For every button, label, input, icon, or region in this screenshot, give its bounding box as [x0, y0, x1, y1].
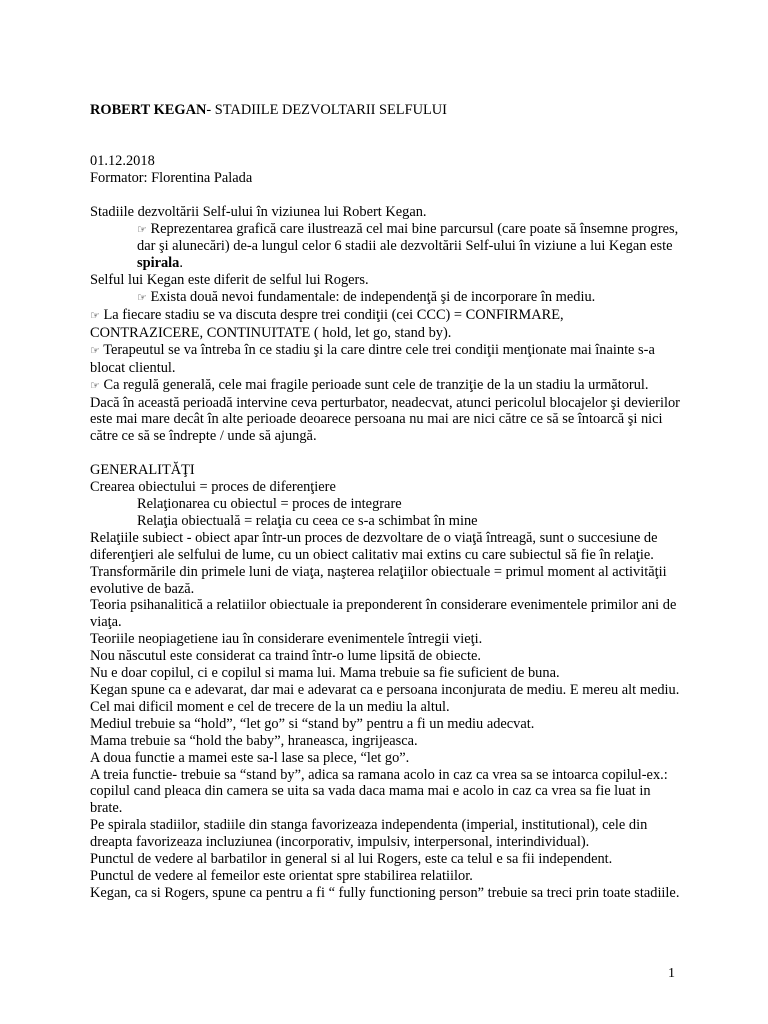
pointing-hand-icon: ☞ [137, 222, 147, 236]
page-number: 1 [668, 966, 675, 981]
paragraph: Nou născutul este considerat ca traind într-o lume lipsită de obiecte. [90, 648, 481, 665]
intro-rule: ☞ Ca regulă generală, cele mai fragile perioade sunt cele de tranziţie de la un stadiu la următorul. Dacă în această perioadă intervine ceva perturbator, neadecvat, atunci pericolul blocajelor şi devierilor este mai mare decât în alte perioade deoarece persoana nu mai are nici către ce să se întoarcă şi nici către ce să se îndrepte / unde să ajungă. [90, 376, 680, 445]
paragraph: A treia functie- trebuie sa “stand by”, adica sa ramana acolo in caz ca vrea sa se intoarca copilul-ex.: copilul cand pleaca din camera se uita sa vada daca mama mai e acolo in caz ca vrea sa fie luat in brate. [90, 766, 668, 817]
intro-line: Stadiile dezvoltării Self-ului în viziunea lui Robert Kegan. [90, 203, 427, 220]
intro-self-line: Selful lui Kegan este diferit de selful lui Rogers. [90, 272, 369, 289]
paragraph: Pe spirala stadiilor, stadiile din stanga favorizeaza independenta (imperial, institutional), cele din dreapta favorizeaza incluziunea (incorporativ, impulsiv, interpersonal, interindividual). [90, 817, 648, 851]
paragraph: Teoriile neopiagetiene iau în considerare evenimentele întregii vieţi. [90, 631, 483, 648]
paragraph: Punctul de vedere al femeilor este orientat spre stabilirea relatiilor. [90, 867, 473, 884]
paragraph: Punctul de vedere al barbatilor in general si al lui Rogers, este ca telul e sa fii independent. [90, 851, 613, 868]
title-author: ROBERT KEGAN [90, 102, 207, 118]
paragraph: Nu e doar copilul, ci e copilul si mama lui. Mama trebuie sa fie suficient de buna. [90, 665, 560, 682]
document-title [90, 102, 680, 119]
paragraph: Teoria psihanalitică a relatiilor obiectuale ia preponderent în considerare evenimentele primilor ani de viaţa. [90, 597, 677, 631]
intro-therapist: ☞ Terapeutul se va întreba în ce stadiu şi la care dintre cele trei condiţii menţionate mai înainte s-a blocat clientul. [90, 341, 655, 376]
pointing-hand-icon: ☞ [90, 378, 100, 392]
paragraph: Relaţionarea cu obiectul = proces de integrare [137, 496, 402, 512]
paragraph: Mediul trebuie sa “hold”, “let go” si “stand by” pentru a fi un mediu adecvat. [90, 715, 535, 732]
intro-conditions: ☞ La fiecare stadiu se va discuta despre trei condiţii (cei CCC) = CONFIRMARE, CONTRAZICERE, CONTINUITATE ( hold, let go, stand by). [90, 307, 564, 341]
pointing-hand-icon: ☞ [137, 291, 147, 305]
document-body [90, 102, 680, 902]
formator-line: Formator: Florentina Palada [90, 169, 253, 186]
section-heading: GENERALITĂŢI [90, 462, 195, 479]
intro-paragraph-spiral: ☞ Reprezentarea grafică care ilustrează cel mai bine parcursul (care poate să însemne progres, dar şi alunecări) de-a lungul celor 6 stadii ale dezvoltării Self-ului în viziune a lui Kegan este spirala. [137, 220, 679, 272]
paragraph: Relaţia obiectuală = relaţia cu ceea ce s-a schimbat în mine [137, 512, 478, 529]
paragraph: A doua functie a mamei este sa-l lase sa plece, “let go”. [90, 749, 410, 766]
intro-needs: ☞ Exista două nevoi fundamentale: de independenţă şi de incorporare în mediu. [137, 289, 596, 306]
paragraph: Crearea obiectului = proces de diferenţiere [90, 479, 336, 496]
paragraph: Relaţiile subiect - obiect apar într-un proces de dezvoltare de o viaţă întreagă, sunt o succesiune de diferenţieri ale selfului de lume, cu un obiect calitativ mai extins cu care subiectul să fie în relaţie. [90, 529, 658, 563]
spiral-bold: spirala [137, 255, 180, 272]
paragraph: Transformările din primele luni de viaţa, naşterea relaţiilor obiectuale = primul moment al activităţii evolutive de bază. [90, 563, 667, 597]
document-date: 01.12.2018 [90, 152, 155, 169]
pointing-hand-icon: ☞ [90, 309, 100, 323]
title-rest: - STADIILE DEZVOLTARII SELFULUI [206, 102, 447, 118]
pointing-hand-icon: ☞ [90, 343, 100, 357]
paragraph: Kegan spune ca e adevarat, dar mai e adevarat ca e persoana inconjurata de mediu. E mereu alt mediu. Cel mai dificil moment e cel de trecere de la un mediu la altul. [90, 681, 680, 715]
paragraph: Mama trebuie sa “hold the baby”, hraneasca, ingrijeasca. [90, 732, 418, 749]
paragraph: Kegan, ca si Rogers, spune ca pentru a fi “ fully functioning person” trebuie sa treci prin toate stadiile. [90, 884, 680, 901]
